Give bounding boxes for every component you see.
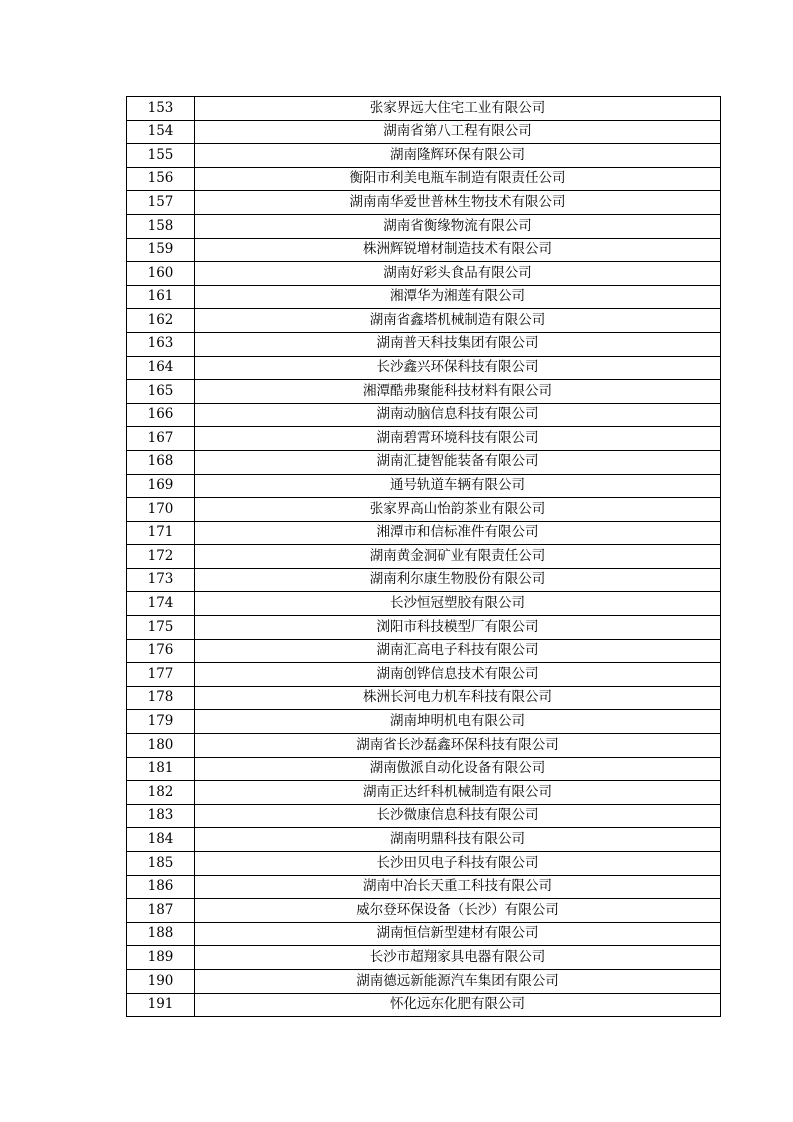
company-name-cell: 湖南好彩头食品有限公司 bbox=[195, 262, 721, 286]
row-number-cell: 162 bbox=[127, 309, 195, 333]
company-name-cell: 湖南德远新能源汽车集团有限公司 bbox=[195, 969, 721, 993]
company-name-cell: 湖南汇高电子科技有限公司 bbox=[195, 639, 721, 663]
row-number-cell: 161 bbox=[127, 285, 195, 309]
table-row bbox=[127, 144, 721, 168]
company-name-cell: 湖南创铧信息技术有限公司 bbox=[195, 663, 721, 687]
company-name-cell: 衡阳市利美电瓶车制造有限责任公司 bbox=[195, 167, 721, 191]
table-row bbox=[127, 521, 721, 545]
company-name-cell: 张家界高山怡韵茶业有限公司 bbox=[195, 498, 721, 522]
row-number-cell: 163 bbox=[127, 332, 195, 356]
company-name-cell: 湖南南华爱世普林生物技术有限公司 bbox=[195, 191, 721, 215]
table-row bbox=[127, 686, 721, 710]
company-name-cell: 怀化远东化肥有限公司 bbox=[195, 993, 721, 1017]
table-row bbox=[127, 781, 721, 805]
row-number-cell: 174 bbox=[127, 592, 195, 616]
table-row bbox=[127, 474, 721, 498]
row-number-cell: 164 bbox=[127, 356, 195, 380]
row-number-cell: 183 bbox=[127, 804, 195, 828]
table-row bbox=[127, 734, 721, 758]
row-number-cell: 167 bbox=[127, 427, 195, 451]
company-name-cell: 湖南省长沙磊鑫环保科技有限公司 bbox=[195, 734, 721, 758]
row-number-cell: 170 bbox=[127, 498, 195, 522]
table-row bbox=[127, 214, 721, 238]
row-number-cell: 168 bbox=[127, 450, 195, 474]
table-row bbox=[127, 852, 721, 876]
row-number-cell: 156 bbox=[127, 167, 195, 191]
table-row bbox=[127, 616, 721, 640]
company-name-cell: 通号轨道车辆有限公司 bbox=[195, 474, 721, 498]
company-name-cell: 湖南汇捷智能装备有限公司 bbox=[195, 450, 721, 474]
table-row bbox=[127, 993, 721, 1017]
table-row bbox=[127, 498, 721, 522]
company-name-cell: 长沙恒冠塑胶有限公司 bbox=[195, 592, 721, 616]
company-name-cell: 湖南正达纤科机械制造有限公司 bbox=[195, 781, 721, 805]
company-name-cell: 湖南坤明机电有限公司 bbox=[195, 710, 721, 734]
table-row bbox=[127, 899, 721, 923]
row-number-cell: 191 bbox=[127, 993, 195, 1017]
company-name-cell: 株洲长河电力机车科技有限公司 bbox=[195, 686, 721, 710]
row-number-cell: 179 bbox=[127, 710, 195, 734]
company-name-cell: 湖南省鑫塔机械制造有限公司 bbox=[195, 309, 721, 333]
row-number-cell: 184 bbox=[127, 828, 195, 852]
row-number-cell: 181 bbox=[127, 757, 195, 781]
table-row bbox=[127, 568, 721, 592]
company-name-cell: 湖南隆辉环保有限公司 bbox=[195, 144, 721, 168]
company-name-cell: 长沙鑫兴环保科技有限公司 bbox=[195, 356, 721, 380]
row-number-cell: 158 bbox=[127, 214, 195, 238]
row-number-cell: 175 bbox=[127, 616, 195, 640]
company-name-cell: 湖南省衡缘物流有限公司 bbox=[195, 214, 721, 238]
company-name-cell: 湖南利尔康生物股份有限公司 bbox=[195, 568, 721, 592]
company-name-cell: 张家界远大住宅工业有限公司 bbox=[195, 97, 721, 121]
company-name-cell: 湖南中冶长天重工科技有限公司 bbox=[195, 875, 721, 899]
table-row bbox=[127, 828, 721, 852]
company-name-cell: 长沙微康信息科技有限公司 bbox=[195, 804, 721, 828]
company-name-cell: 长沙田贝电子科技有限公司 bbox=[195, 852, 721, 876]
table-row bbox=[127, 922, 721, 946]
row-number-cell: 189 bbox=[127, 946, 195, 970]
row-number-cell: 165 bbox=[127, 380, 195, 404]
table-row bbox=[127, 120, 721, 144]
table-row bbox=[127, 332, 721, 356]
row-number-cell: 190 bbox=[127, 969, 195, 993]
company-name-cell: 威尔登环保设备（长沙）有限公司 bbox=[195, 899, 721, 923]
table-row bbox=[127, 592, 721, 616]
row-number-cell: 187 bbox=[127, 899, 195, 923]
table-row bbox=[127, 663, 721, 687]
table-row bbox=[127, 875, 721, 899]
row-number-cell: 160 bbox=[127, 262, 195, 286]
table-row bbox=[127, 710, 721, 734]
row-number-cell: 153 bbox=[127, 97, 195, 121]
table-row bbox=[127, 427, 721, 451]
row-number-cell: 173 bbox=[127, 568, 195, 592]
row-number-cell: 178 bbox=[127, 686, 195, 710]
row-number-cell: 172 bbox=[127, 545, 195, 569]
table-row bbox=[127, 380, 721, 404]
table-row bbox=[127, 946, 721, 970]
table-row bbox=[127, 757, 721, 781]
company-name-cell: 湖南恒信新型建材有限公司 bbox=[195, 922, 721, 946]
table-row bbox=[127, 356, 721, 380]
row-number-cell: 177 bbox=[127, 663, 195, 687]
company-name-cell: 湖南动脑信息科技有限公司 bbox=[195, 403, 721, 427]
company-name-cell: 湖南省第八工程有限公司 bbox=[195, 120, 721, 144]
row-number-cell: 188 bbox=[127, 922, 195, 946]
table-row bbox=[127, 97, 721, 121]
row-number-cell: 166 bbox=[127, 403, 195, 427]
row-number-cell: 169 bbox=[127, 474, 195, 498]
table-row bbox=[127, 285, 721, 309]
company-name-cell: 湖南黄金洞矿业有限责任公司 bbox=[195, 545, 721, 569]
row-number-cell: 157 bbox=[127, 191, 195, 215]
table-row bbox=[127, 639, 721, 663]
company-list-table bbox=[126, 96, 721, 1017]
table-row bbox=[127, 545, 721, 569]
table-row bbox=[127, 191, 721, 215]
row-number-cell: 155 bbox=[127, 144, 195, 168]
table-row bbox=[127, 969, 721, 993]
table-row bbox=[127, 804, 721, 828]
company-name-cell: 浏阳市科技模型厂有限公司 bbox=[195, 616, 721, 640]
company-name-cell: 湖南碧霄环境科技有限公司 bbox=[195, 427, 721, 451]
company-list-body bbox=[127, 97, 721, 1017]
table-row bbox=[127, 167, 721, 191]
company-name-cell: 株洲辉锐增材制造技术有限公司 bbox=[195, 238, 721, 262]
row-number-cell: 176 bbox=[127, 639, 195, 663]
company-name-cell: 湘潭酷弗聚能科技材料有限公司 bbox=[195, 380, 721, 404]
row-number-cell: 182 bbox=[127, 781, 195, 805]
row-number-cell: 180 bbox=[127, 734, 195, 758]
row-number-cell: 186 bbox=[127, 875, 195, 899]
table-row bbox=[127, 309, 721, 333]
row-number-cell: 154 bbox=[127, 120, 195, 144]
row-number-cell: 159 bbox=[127, 238, 195, 262]
row-number-cell: 171 bbox=[127, 521, 195, 545]
table-row bbox=[127, 238, 721, 262]
table-row bbox=[127, 450, 721, 474]
company-name-cell: 湖南明鼎科技有限公司 bbox=[195, 828, 721, 852]
table-row bbox=[127, 403, 721, 427]
company-name-cell: 湘潭市和信标准件有限公司 bbox=[195, 521, 721, 545]
company-name-cell: 湘潭华为湘莲有限公司 bbox=[195, 285, 721, 309]
company-name-cell: 长沙市超翔家具电器有限公司 bbox=[195, 946, 721, 970]
table-row bbox=[127, 262, 721, 286]
row-number-cell: 185 bbox=[127, 852, 195, 876]
company-name-cell: 湖南傲派自动化设备有限公司 bbox=[195, 757, 721, 781]
company-name-cell: 湖南普天科技集团有限公司 bbox=[195, 332, 721, 356]
